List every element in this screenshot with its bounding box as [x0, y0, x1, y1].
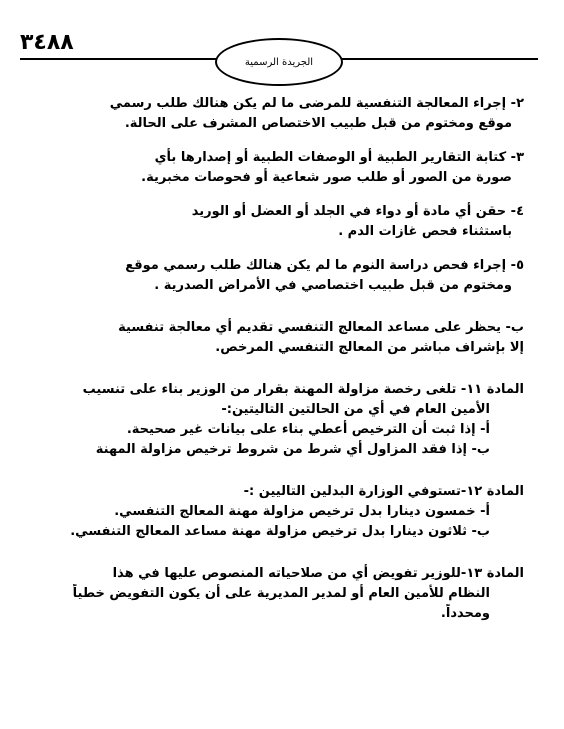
item-4-line-2: باستثناء فحص غازات الدم . — [338, 224, 512, 239]
header-title-oval — [215, 38, 343, 86]
item-3-line-2: صورة من الصور أو طلب صور شعاعية أو فحوصات مخبرية. — [141, 170, 512, 185]
article-13-line-1: المادة ١٣-للوزير تفويض أي من صلاحياته المنصوص عليها في هذا — [112, 566, 524, 581]
article-11-clause-b: ب- إذا فقد المزاول أي شرط من شروط ترخيص مزاولة المهنة — [95, 442, 490, 457]
article-13-line-3: ومحدداً. — [440, 606, 490, 621]
item-5 — [36, 256, 524, 296]
item-5-line-2: ومختوم من قبل طبيب اختصاصي في الأمراض الصدرية . — [154, 278, 512, 293]
article-13-line-2: النظام للأمين العام أو لمدير المديرية على أن يكون التفويض خطياً — [72, 586, 490, 601]
section-b-line-2: إلا بإشراف مباشر من المعالج التنفسي المرخص. — [215, 340, 524, 355]
article-12 — [36, 482, 524, 542]
item-2-line-1: ٢- إجراء المعالجة التنفسية للمرضى ما لم يكن هنالك طلب رسمي — [109, 96, 524, 111]
item-4-line-1: ٤- حقن أي مادة أو دواء في الجلد أو العضل أو الوريد — [191, 204, 524, 219]
article-12-clause-a: أ- خمسون دينارا بدل ترخيص مزاولة مهنة المعالج التنفسي. — [114, 504, 490, 519]
page-number: ٣٤٨٨ — [20, 30, 74, 55]
document-body — [36, 94, 524, 638]
item-5-line-1: ٥- إجراء فحص دراسة النوم ما لم يكن هنالك طلب رسمي موقع — [125, 258, 524, 273]
item-4 — [36, 202, 524, 242]
article-11-line-1: المادة ١١- تلغى رخصة مزاولة المهنة بقرار من الوزير بناء على تنسيب — [82, 382, 524, 397]
section-b-line-1: ب- يحظر على مساعد المعالج التنفسي تقديم أي معالجة تنفسية — [118, 320, 524, 335]
article-11-clause-a: أ- إذا ثبت أن الترخيص أعطي بناء على بيانات غير صحيحة. — [126, 422, 490, 437]
article-11-line-2: الأمين العام في أي من الحالتين التاليتين:- — [221, 402, 490, 417]
item-3-line-1: ٣- كتابة التقارير الطبية أو الوصفات الطبية أو إصدارها بأي — [154, 150, 524, 165]
header-title: الجريدة الرسمية — [244, 56, 314, 68]
item-3 — [36, 148, 524, 188]
section-b — [36, 318, 524, 358]
article-13 — [36, 564, 524, 624]
article-11 — [36, 380, 524, 460]
item-2-line-2: موقع ومختوم من قبل طبيب الاختصاص المشرف على الحالة. — [124, 116, 512, 131]
item-2 — [36, 94, 524, 134]
article-12-line-1: المادة ١٢-تستوفي الوزارة البدلين التاليين :- — [243, 484, 524, 499]
article-12-clause-b: ب- ثلاثون دينارا بدل ترخيص مزاولة مهنة مساعد المعالج التنفسي. — [70, 524, 490, 539]
